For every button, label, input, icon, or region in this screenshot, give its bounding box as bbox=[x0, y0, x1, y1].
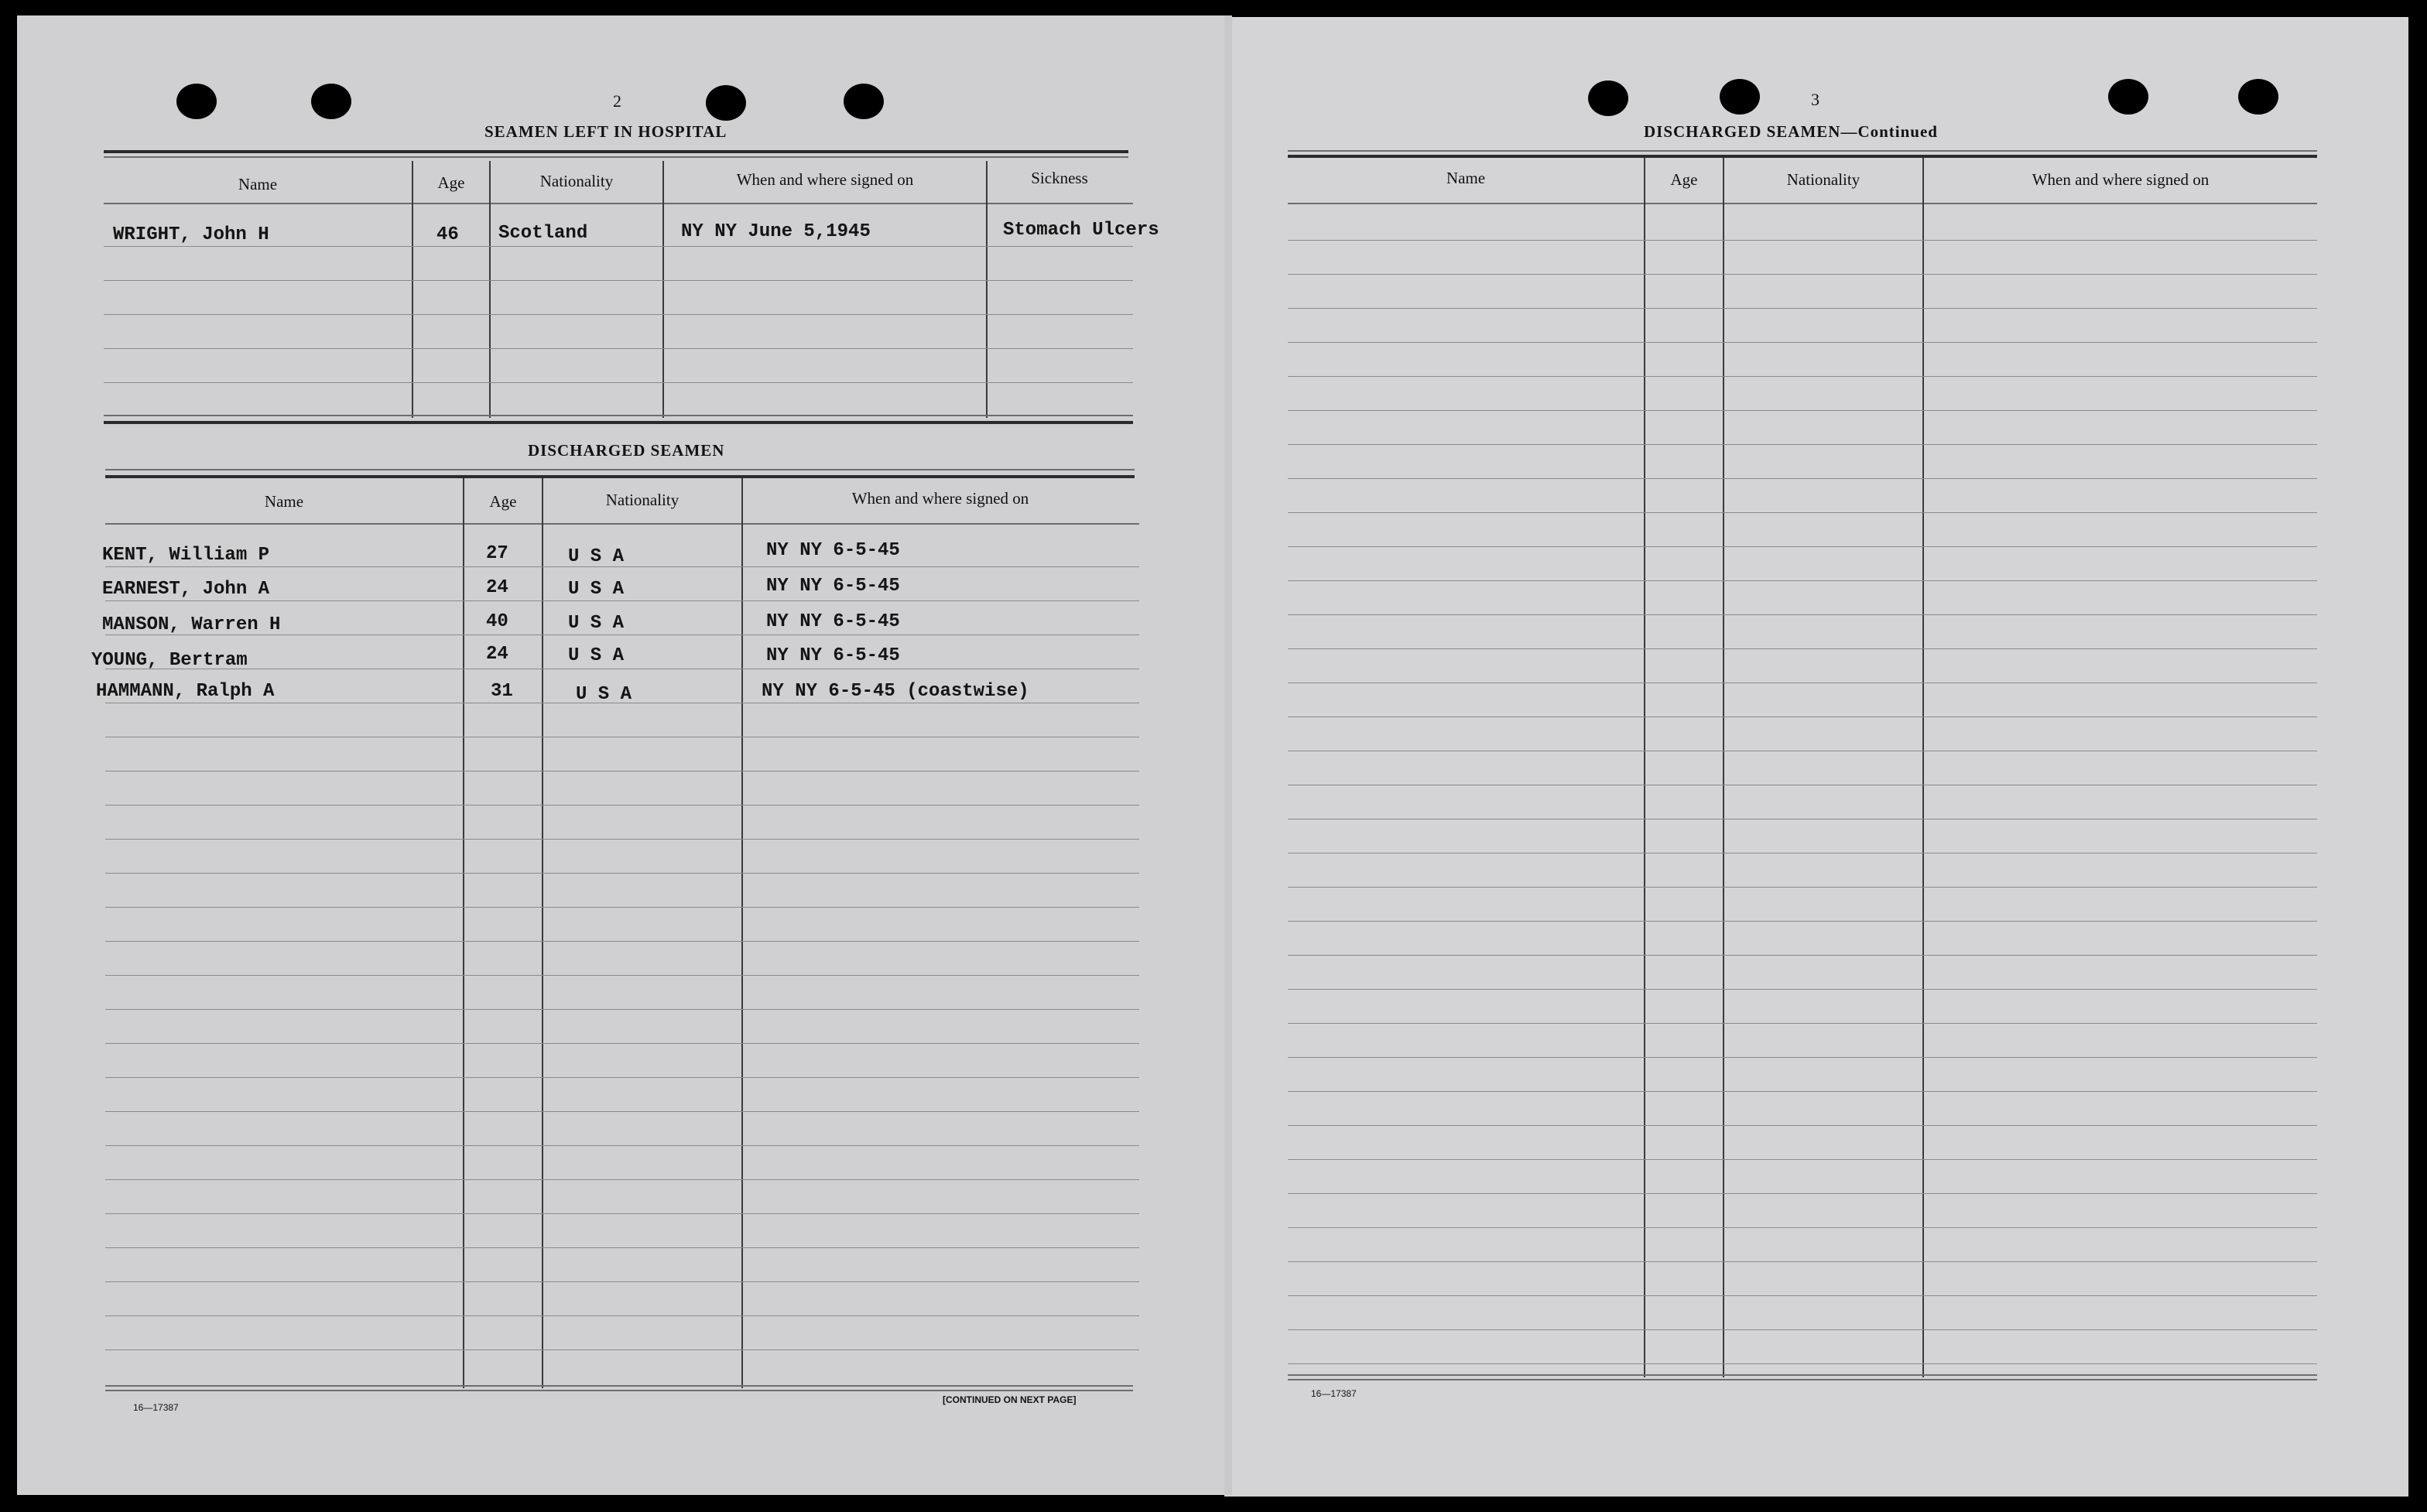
row-rule bbox=[1288, 342, 2317, 343]
row-rule bbox=[1288, 1329, 2317, 1330]
row-rule bbox=[105, 1077, 1139, 1078]
punch-hole bbox=[844, 84, 884, 119]
punch-hole bbox=[706, 85, 746, 121]
row-rule bbox=[1288, 1227, 2317, 1228]
row-rule bbox=[1288, 240, 2317, 241]
page-number: 3 bbox=[1811, 90, 1819, 109]
discharged-nationality-cell: U S A bbox=[568, 645, 625, 666]
row-rule bbox=[1288, 1091, 2317, 1092]
row-rule bbox=[105, 1213, 1139, 1214]
hospital-header-name: Name bbox=[238, 175, 278, 193]
row-rule bbox=[105, 1111, 1139, 1112]
row-rule bbox=[105, 975, 1139, 976]
hospital-signed-on-cell: NY NY June 5,1945 bbox=[681, 221, 871, 242]
row-rule bbox=[1288, 376, 2317, 377]
page-number: 2 bbox=[613, 91, 621, 111]
row-rule bbox=[1288, 1363, 2317, 1364]
row-rule bbox=[104, 246, 1133, 247]
row-rule bbox=[105, 1247, 1139, 1248]
hospital-header-sickness: Sickness bbox=[1031, 169, 1088, 187]
punch-hole bbox=[2108, 79, 2148, 115]
discharged-age-cell: 24 bbox=[486, 644, 508, 665]
row-rule bbox=[1288, 989, 2317, 990]
table-rule bbox=[1288, 1379, 2317, 1380]
row-rule bbox=[1288, 478, 2317, 479]
discharged-signed-on-cell: NY NY 6-5-45 bbox=[766, 611, 900, 632]
hospital-header-nationality: Nationality bbox=[539, 172, 614, 190]
discharged-header-signed-on: When and where signed on bbox=[851, 489, 1029, 508]
column-divider bbox=[1723, 158, 1724, 1377]
table-rule bbox=[105, 1390, 1133, 1391]
table-rule bbox=[105, 1385, 1133, 1387]
column-divider bbox=[741, 478, 743, 1388]
row-rule bbox=[1288, 887, 2317, 888]
row-rule bbox=[105, 1009, 1139, 1010]
column-divider bbox=[542, 478, 543, 1388]
row-rule bbox=[1288, 444, 2317, 445]
hospital-nationality-cell: Scotland bbox=[498, 223, 588, 244]
column-divider bbox=[1644, 158, 1645, 1377]
discharged-name-cell: HAMMANN, Ralph A bbox=[96, 681, 275, 702]
row-rule bbox=[105, 1179, 1139, 1180]
table-rule bbox=[104, 421, 1133, 424]
row-rule bbox=[1288, 1023, 2317, 1024]
row-rule bbox=[105, 805, 1139, 806]
row-rule bbox=[1288, 682, 2317, 683]
row-rule bbox=[1288, 1159, 2317, 1160]
form-number: 16—17387 bbox=[133, 1402, 179, 1413]
punch-hole bbox=[1720, 79, 1760, 115]
punch-hole bbox=[2238, 79, 2278, 115]
discharged-signed-on-cell: NY NY 6-5-45 bbox=[766, 540, 900, 561]
column-divider bbox=[412, 161, 413, 418]
column-divider bbox=[1922, 158, 1924, 1377]
hospital-age-cell: 46 bbox=[436, 224, 459, 245]
discharged-age-cell: 40 bbox=[486, 611, 508, 632]
table-rule bbox=[105, 523, 1139, 525]
discharged-header-age: Age bbox=[489, 492, 517, 511]
row-rule bbox=[105, 907, 1139, 908]
continued-note: [CONTINUED ON NEXT PAGE] bbox=[943, 1394, 1077, 1405]
table-rule bbox=[105, 469, 1135, 470]
discharged-name-cell: MANSON, Warren H bbox=[102, 614, 281, 635]
discharged-name-cell: KENT, William P bbox=[102, 545, 270, 566]
row-rule bbox=[1288, 308, 2317, 309]
row-rule bbox=[1288, 274, 2317, 275]
table-rule bbox=[104, 156, 1128, 158]
right-page-surface bbox=[1232, 17, 2408, 1495]
hospital-header-age: Age bbox=[437, 173, 465, 192]
row-rule bbox=[105, 1315, 1139, 1316]
row-rule bbox=[105, 1281, 1139, 1282]
discharged-age-cell: 27 bbox=[486, 543, 508, 564]
discharged-name-cell: YOUNG, Bertram bbox=[91, 650, 248, 671]
table-rule bbox=[1288, 155, 2317, 158]
table-rule bbox=[105, 475, 1135, 478]
continued-header-nationality: Nationality bbox=[1786, 170, 1860, 189]
discharged-nationality-cell: U S A bbox=[576, 684, 632, 705]
discharged-age-cell: 31 bbox=[491, 681, 513, 702]
row-rule bbox=[104, 348, 1133, 349]
row-rule bbox=[105, 1145, 1139, 1146]
discharged-header-nationality: Nationality bbox=[605, 491, 679, 509]
row-rule bbox=[1288, 580, 2317, 581]
row-rule bbox=[104, 382, 1133, 383]
hospital-header-signed-on: When and where signed on bbox=[736, 170, 914, 189]
continued-header-name: Name bbox=[1446, 169, 1486, 187]
row-rule bbox=[1288, 512, 2317, 513]
row-rule bbox=[105, 839, 1139, 840]
row-rule bbox=[1288, 546, 2317, 547]
page-fold bbox=[1224, 15, 1232, 1495]
row-rule bbox=[1288, 1057, 2317, 1058]
row-rule bbox=[1288, 1125, 2317, 1126]
discharged-continued-title: DISCHARGED SEAMEN—Continued bbox=[1644, 122, 1938, 141]
discharged-nationality-cell: U S A bbox=[568, 579, 625, 600]
discharged-header-name: Name bbox=[264, 492, 304, 511]
hospital-sickness-cell: Stomach Ulcers bbox=[1003, 220, 1159, 241]
discharged-nationality-cell: U S A bbox=[568, 546, 625, 567]
row-rule bbox=[1288, 410, 2317, 411]
discharged-nationality-cell: U S A bbox=[568, 613, 625, 634]
row-rule bbox=[105, 941, 1139, 942]
column-divider bbox=[489, 161, 491, 418]
table-rule bbox=[1288, 150, 2317, 152]
row-rule bbox=[105, 600, 1139, 601]
discharged-section-title: DISCHARGED SEAMEN bbox=[528, 441, 725, 460]
hospital-name-cell: WRIGHT, John H bbox=[113, 224, 269, 245]
column-divider bbox=[986, 161, 988, 418]
discharged-signed-on-cell: NY NY 6-5-45 bbox=[766, 645, 900, 666]
discharged-signed-on-cell: NY NY 6-5-45 (coastwise) bbox=[762, 681, 1029, 702]
row-rule bbox=[1288, 921, 2317, 922]
row-rule bbox=[1288, 614, 2317, 615]
table-rule bbox=[1288, 1374, 2317, 1376]
row-rule bbox=[1288, 1295, 2317, 1296]
table-rule bbox=[104, 150, 1128, 153]
row-rule bbox=[104, 280, 1133, 281]
punch-hole bbox=[311, 84, 351, 119]
column-divider bbox=[662, 161, 664, 418]
continued-header-age: Age bbox=[1670, 170, 1698, 189]
table-rule bbox=[1288, 203, 2317, 204]
row-rule bbox=[1288, 1193, 2317, 1194]
continued-header-signed-on: When and where signed on bbox=[2032, 170, 2210, 189]
row-rule bbox=[1288, 648, 2317, 649]
row-rule bbox=[105, 1043, 1139, 1044]
discharged-signed-on-cell: NY NY 6-5-45 bbox=[766, 576, 900, 597]
form-number: 16—17387 bbox=[1311, 1388, 1357, 1399]
row-rule bbox=[1288, 955, 2317, 956]
table-rule bbox=[104, 415, 1133, 416]
hospital-section-title: SEAMEN LEFT IN HOSPITAL bbox=[484, 122, 727, 141]
column-divider bbox=[463, 478, 464, 1388]
row-rule bbox=[105, 873, 1139, 874]
row-rule bbox=[1288, 1261, 2317, 1262]
row-rule bbox=[104, 314, 1133, 315]
punch-hole bbox=[176, 84, 217, 119]
table-rule bbox=[104, 203, 1133, 204]
discharged-age-cell: 24 bbox=[486, 577, 508, 598]
discharged-name-cell: EARNEST, John A bbox=[102, 579, 270, 600]
punch-hole bbox=[1588, 80, 1628, 116]
